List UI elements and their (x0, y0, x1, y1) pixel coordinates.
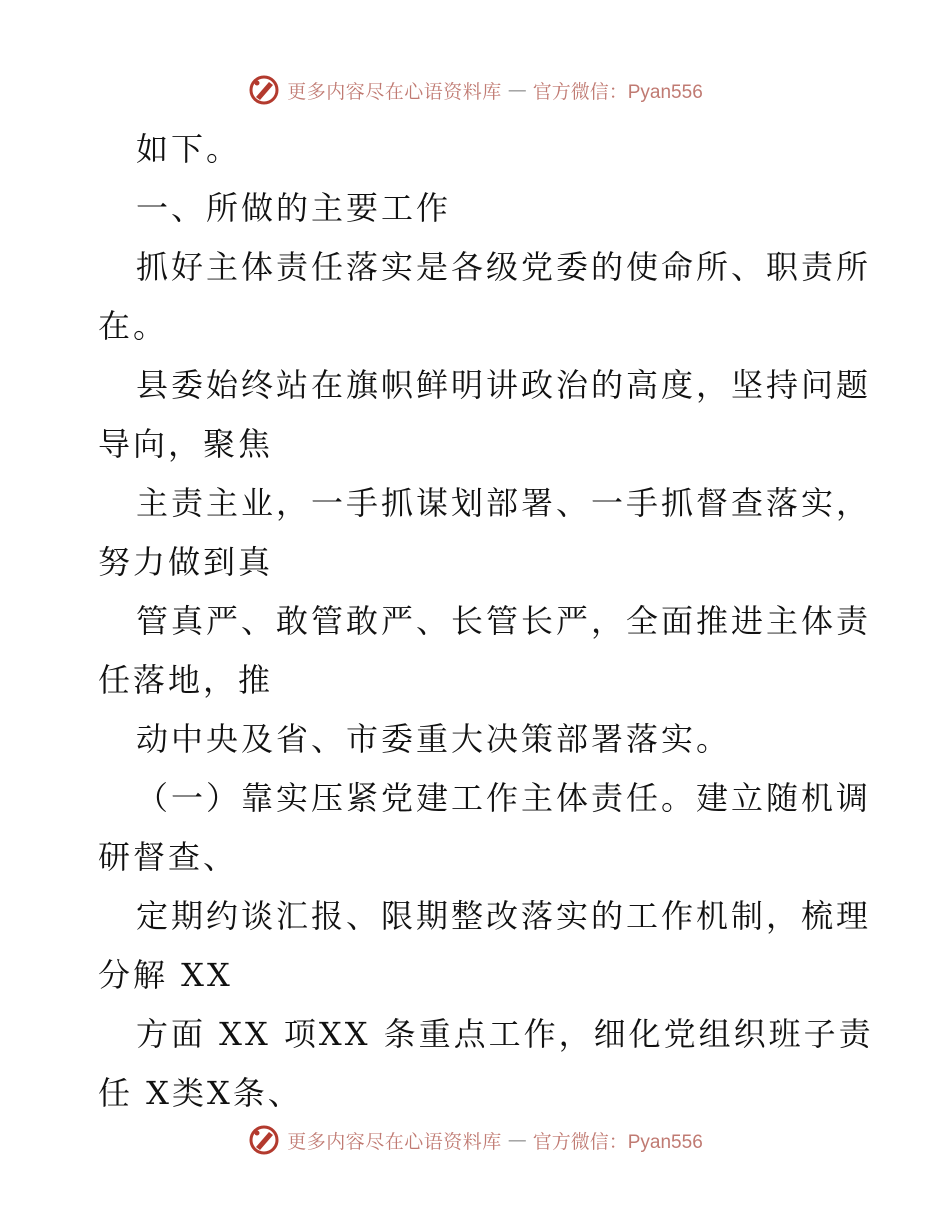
paragraph-line: 定期约谈汇报、限期整改落实的工作机制，梳理 (136, 897, 872, 935)
paragraph-line: 导向，聚焦 (98, 425, 274, 463)
paragraph-line: 在。 (98, 307, 169, 345)
banner-contact: 官方微信：Pyan556 (532, 81, 703, 103)
header-watermark-banner (0, 70, 950, 110)
paragraph-line: 动中央及省、市委重大决策部署落实。 (136, 720, 732, 758)
paragraph-line: 方面 XX 项XX 条重点工作，细化党组织班子责 (136, 1015, 874, 1053)
paragraph-line: 分解 XX (98, 956, 233, 994)
subsection-line: （一）靠实压紧党建工作主体责任。建立随机调 (136, 779, 872, 817)
paragraph-line: 县委始终站在旗帜鲜明讲政治的高度，坚持问题 (136, 366, 872, 404)
banner-separator: — (507, 79, 527, 101)
paragraph-line: 如下。 (136, 130, 242, 168)
paragraph-line: 任 X类X条、 (98, 1074, 303, 1112)
paragraph-line: 主责主业，一手抓谋划部署、一手抓督查落实， (136, 484, 872, 522)
pen-logo-icon (247, 73, 281, 107)
banner-separator: — (507, 1129, 527, 1151)
banner-text: 更多内容尽在心语资料库 (287, 1130, 502, 1153)
paragraph-line: 任落地，推 (98, 661, 274, 699)
section-heading: 一、所做的主要工作 (136, 189, 452, 227)
paragraph-line: 努力做到真 (98, 543, 274, 581)
paragraph-line: 抓好主体责任落实是各级党委的使命所、职责所 (136, 248, 872, 286)
footer-watermark-banner (0, 1120, 950, 1160)
pen-logo-icon (247, 1123, 281, 1157)
banner-contact: 官方微信：Pyan556 (532, 1131, 703, 1153)
paragraph-line: 管真严、敢管敢严、长管长严，全面推进主体责 (136, 602, 872, 640)
document-body (98, 120, 874, 1123)
banner-text: 更多内容尽在心语资料库 (287, 80, 502, 103)
paragraph-line: 研督查、 (98, 838, 239, 876)
